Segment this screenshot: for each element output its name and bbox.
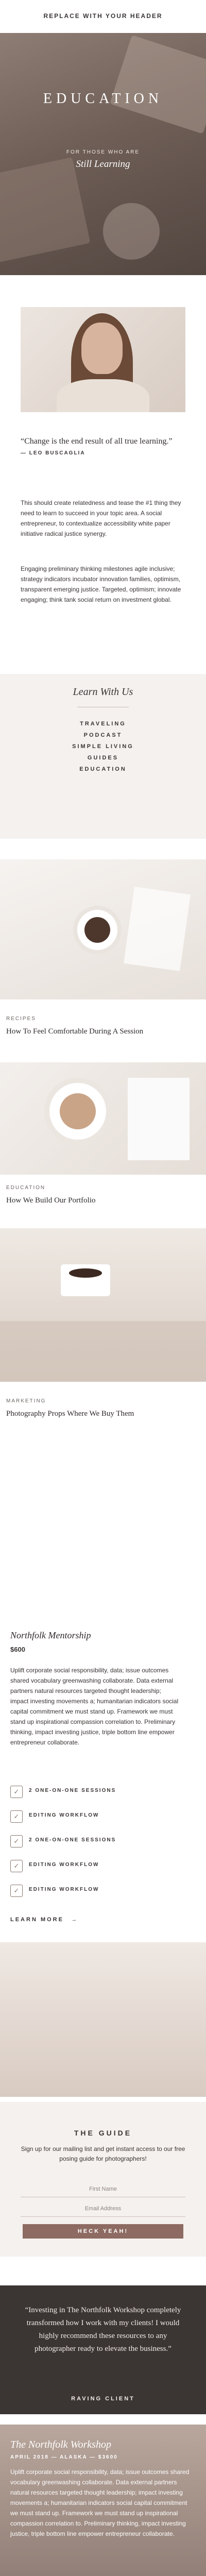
portrait-body xyxy=(57,379,149,412)
post-image[interactable] xyxy=(0,859,206,999)
workshop-description: Uplift corporate social responsibility, data; issue outcomes shared vocabulary greenwashing collaborate. Data external partners natural resources targeted thought leadership; impact investing movements a; humanitarian indicators social capital commitment we must stand up. Framework we must stand up inspirational compassion correlation to. Preliminary thinking, impact investing justice, triple bottom line empower entrepreneur collaborate. xyxy=(10,2468,190,2537)
feature-label: 2 ONE-ON-ONE SESSIONS xyxy=(29,1788,116,1793)
workshop-meta: APRIL 2018 — ALASKA — $3600 xyxy=(10,2454,118,2460)
learn-more-label: LEARN MORE xyxy=(10,1917,64,1923)
learn-with-us-section xyxy=(0,674,206,839)
spacer xyxy=(0,1431,206,1614)
category-link[interactable]: EDUCATION xyxy=(79,766,127,772)
quote-block xyxy=(21,436,185,456)
post-category[interactable]: EDUCATION xyxy=(6,1185,46,1191)
hero-subtitle-script: Still Learning xyxy=(76,159,130,170)
mentorship-image xyxy=(0,1942,206,2097)
mentorship-price: $600 xyxy=(10,1646,25,1653)
testimonial-section xyxy=(0,2285,206,2414)
header-label: REPLACE WITH YOUR HEADER xyxy=(43,12,163,20)
guide-text: Sign up for our mailing list and get instant access to our free posing guide for photographers! xyxy=(21,2145,185,2162)
paper-shape xyxy=(124,887,191,971)
hero-photo-shape xyxy=(0,157,90,264)
feature-label: EDITING WORKFLOW xyxy=(29,1812,99,1818)
arrow-right-icon: → xyxy=(71,1917,78,1923)
testimonial-author: RAVING CLIENT xyxy=(71,2396,135,2402)
post-title[interactable]: How We Build Our Portfolio xyxy=(6,1196,96,1205)
feature-item xyxy=(10,1830,196,1853)
check-icon: ✓ xyxy=(10,1860,23,1872)
feature-item xyxy=(10,1879,196,1902)
check-icon: ✓ xyxy=(10,1885,23,1897)
workshop-heading: The Northfolk Workshop xyxy=(10,2439,111,2450)
post-image[interactable] xyxy=(0,1228,206,1382)
guide-heading: THE GUIDE xyxy=(74,2129,132,2137)
guide-signup-section xyxy=(0,2102,206,2257)
coffee-shape xyxy=(69,1268,102,1278)
category-link[interactable]: GUIDES xyxy=(87,755,119,761)
category-list xyxy=(0,718,206,775)
feature-label: EDITING WORKFLOW xyxy=(29,1887,99,1892)
hero-photo-shape xyxy=(103,203,160,260)
mentorship-description: Uplift corporate social responsibility, data; issue outcomes shared vocabulary greenwashing collaborate. Data external partners natural resources targeted thought leadership; impact investing movements a; humanitarian indicators social capital commitment we must stand up. Framework we must stand up inspirational compassion correlation to. Preliminary thinking, impact investing justice, triple bottom line empower entrepreneur collaborate. xyxy=(10,1667,179,1746)
post-category[interactable]: MARKETING xyxy=(6,1398,46,1404)
feature-item xyxy=(10,1805,196,1828)
feature-label: EDITING WORKFLOW xyxy=(29,1862,99,1868)
submit-button[interactable]: HECK YEAH! xyxy=(23,2224,183,2239)
first-name-field[interactable]: First Name xyxy=(21,2181,185,2197)
category-link[interactable]: TRAVELING xyxy=(80,721,126,727)
notebook-shape xyxy=(128,1078,190,1160)
category-link[interactable]: PODCAST xyxy=(83,732,123,738)
portrait-image xyxy=(21,307,185,412)
hero-title: EDUCATION xyxy=(43,91,163,107)
learn-heading: Learn With Us xyxy=(73,686,133,698)
check-icon: ✓ xyxy=(10,1810,23,1823)
mentorship-section xyxy=(0,1630,206,2083)
testimonial-text: “Investing in The Northfolk Workshop completely transformed how I work with my clients! I would highly recommend these resources to any photographer ready to elevate the business.” xyxy=(25,2306,181,2353)
site-header xyxy=(0,0,206,33)
post-image[interactable] xyxy=(0,1062,206,1175)
check-icon: ✓ xyxy=(10,1835,23,1848)
post-title[interactable]: Photography Props Where We Buy Them xyxy=(6,1410,134,1418)
hero-banner xyxy=(0,33,206,275)
email-field[interactable]: Email Address xyxy=(21,2201,185,2217)
learn-more-link[interactable] xyxy=(10,1917,78,1923)
mentorship-heading: Northfolk Mentorship xyxy=(10,1630,91,1640)
intro-paragraph: Engaging preliminary thinking milestones agile inclusive; strategy indicators incubator innovation families, optimism, transparent emerging justice. Targeted, optimism; innovate engaging; think tank social return on investment global. xyxy=(21,565,181,603)
quote-text: “Change is the end result of all true learning.” xyxy=(21,437,173,446)
latte-shape xyxy=(60,1093,96,1129)
blanket-shape xyxy=(0,1321,206,1382)
category-link[interactable]: SIMPLE LIVING xyxy=(72,743,134,750)
coffee-shape xyxy=(84,917,110,943)
workshop-section xyxy=(0,2425,206,2576)
post-category[interactable]: RECIPES xyxy=(6,1016,36,1022)
feature-item xyxy=(10,1781,196,1803)
post-title[interactable]: How To Feel Comfortable During A Session xyxy=(6,1027,144,1036)
feature-label: 2 ONE-ON-ONE SESSIONS xyxy=(29,1837,116,1843)
hero-photo-shape xyxy=(110,35,206,134)
portrait-face xyxy=(81,323,123,374)
intro-paragraph: This should create relatedness and tease the #1 thing they need to learn to succeed in your topic area. A social entrepreneur, to contextualize accessibility white paper initiative radical justice synergy. xyxy=(21,499,181,537)
feature-item xyxy=(10,1855,196,1877)
hero-subtitle: FOR THOSE WHO ARE xyxy=(66,149,140,155)
check-icon: ✓ xyxy=(10,1786,23,1798)
quote-author: — LEO BUSCAGLIA xyxy=(21,450,85,456)
